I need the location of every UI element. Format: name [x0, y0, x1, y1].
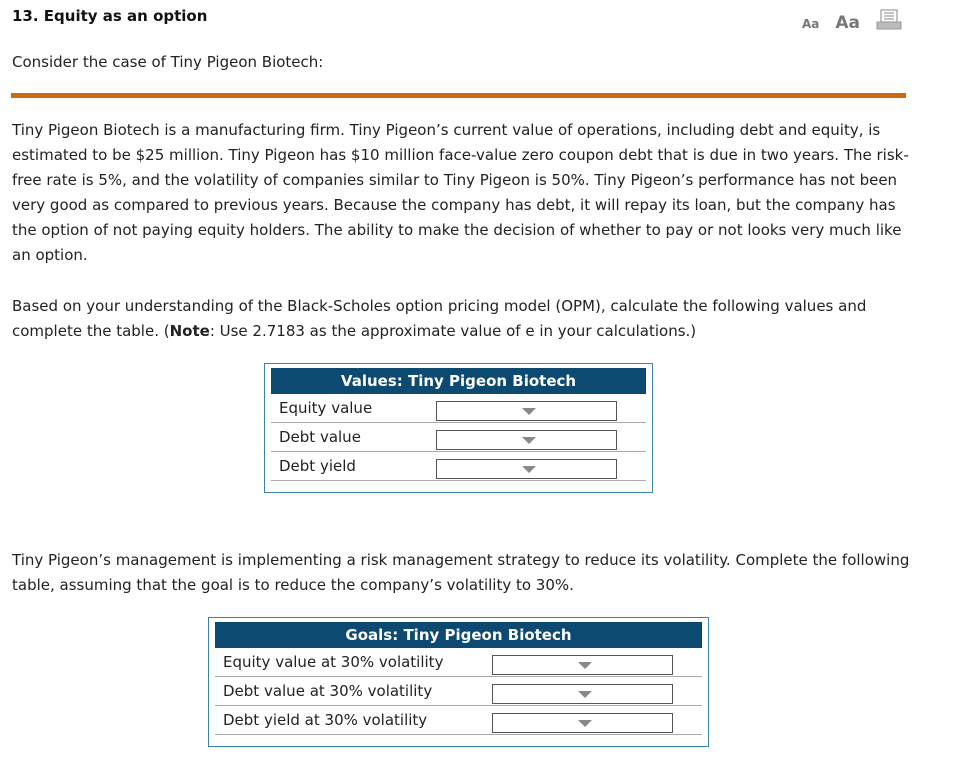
chevron-down-icon: [522, 437, 536, 444]
instruction-paragraph: [12, 294, 917, 344]
row-label-equity-value: Equity value: [279, 399, 373, 417]
debt-value-dropdown[interactable]: [436, 430, 617, 450]
row-label-equity-value-30: Equity value at 30% volatility: [223, 653, 444, 671]
values-table-header: Values: Tiny Pigeon Biotech: [271, 368, 646, 394]
row-label-debt-yield: Debt yield: [279, 457, 356, 475]
row-label-debt-value-30: Debt value at 30% volatility: [223, 682, 433, 700]
debt-yield-30-dropdown[interactable]: [492, 713, 673, 733]
font-size-large-button[interactable]: Aa: [835, 13, 861, 33]
risk-management-paragraph: Tiny Pigeon’s management is implementing a risk management strategy to reduce its volatility. Complete the following table, assuming that the goal is to reduce the company’s volatility to 30%.: [12, 551, 910, 594]
intro-text: Consider the case of Tiny Pigeon Biotech:: [12, 53, 324, 71]
equity-value-30-dropdown[interactable]: [492, 655, 673, 675]
equity-value-dropdown[interactable]: [436, 401, 617, 421]
chevron-down-icon: [578, 720, 592, 727]
print-icon[interactable]: [876, 9, 902, 35]
scenario-paragraph: Tiny Pigeon Biotech is a manufacturing firm. Tiny Pigeon’s current value of operations, including debt and equity, is estimated to be $25 million. Tiny Pigeon has $10 million face-value zero coupon debt that is due in two years. The risk-free rate is 5%, and the volatility of companies similar to Tiny Pigeon is 50%. Tiny Pigeon’s performance has not been very good as compared to previous years. Because the company has debt, it will repay its loan, but the company has the option of not paying equity holders. The ability to make the decision of whether to pay or not looks very much like an option.: [12, 121, 909, 264]
row-label-debt-value: Debt value: [279, 428, 361, 446]
row-label-debt-yield-30: Debt yield at 30% volatility: [223, 711, 428, 729]
debt-yield-dropdown[interactable]: [436, 459, 617, 479]
debt-value-30-dropdown[interactable]: [492, 684, 673, 704]
instruction-text-before: Based on your understanding of the Black-Scholes option pricing model (OPM), calculate the following values and complete the table. (: [12, 297, 867, 340]
question-title: 13. Equity as an option: [12, 7, 208, 25]
section-divider: [11, 93, 906, 98]
font-size-controls: [802, 6, 902, 33]
chevron-down-icon: [578, 691, 592, 698]
instruction-text-after: : Use 2.7183 as the approximate value of e in your calculations.): [209, 322, 697, 340]
chevron-down-icon: [578, 662, 592, 669]
goals-table-header: Goals: Tiny Pigeon Biotech: [215, 622, 702, 648]
note-label: Note: [169, 322, 210, 340]
chevron-down-icon: [522, 408, 536, 415]
font-size-small-button[interactable]: Aa: [802, 17, 820, 31]
chevron-down-icon: [522, 466, 536, 473]
